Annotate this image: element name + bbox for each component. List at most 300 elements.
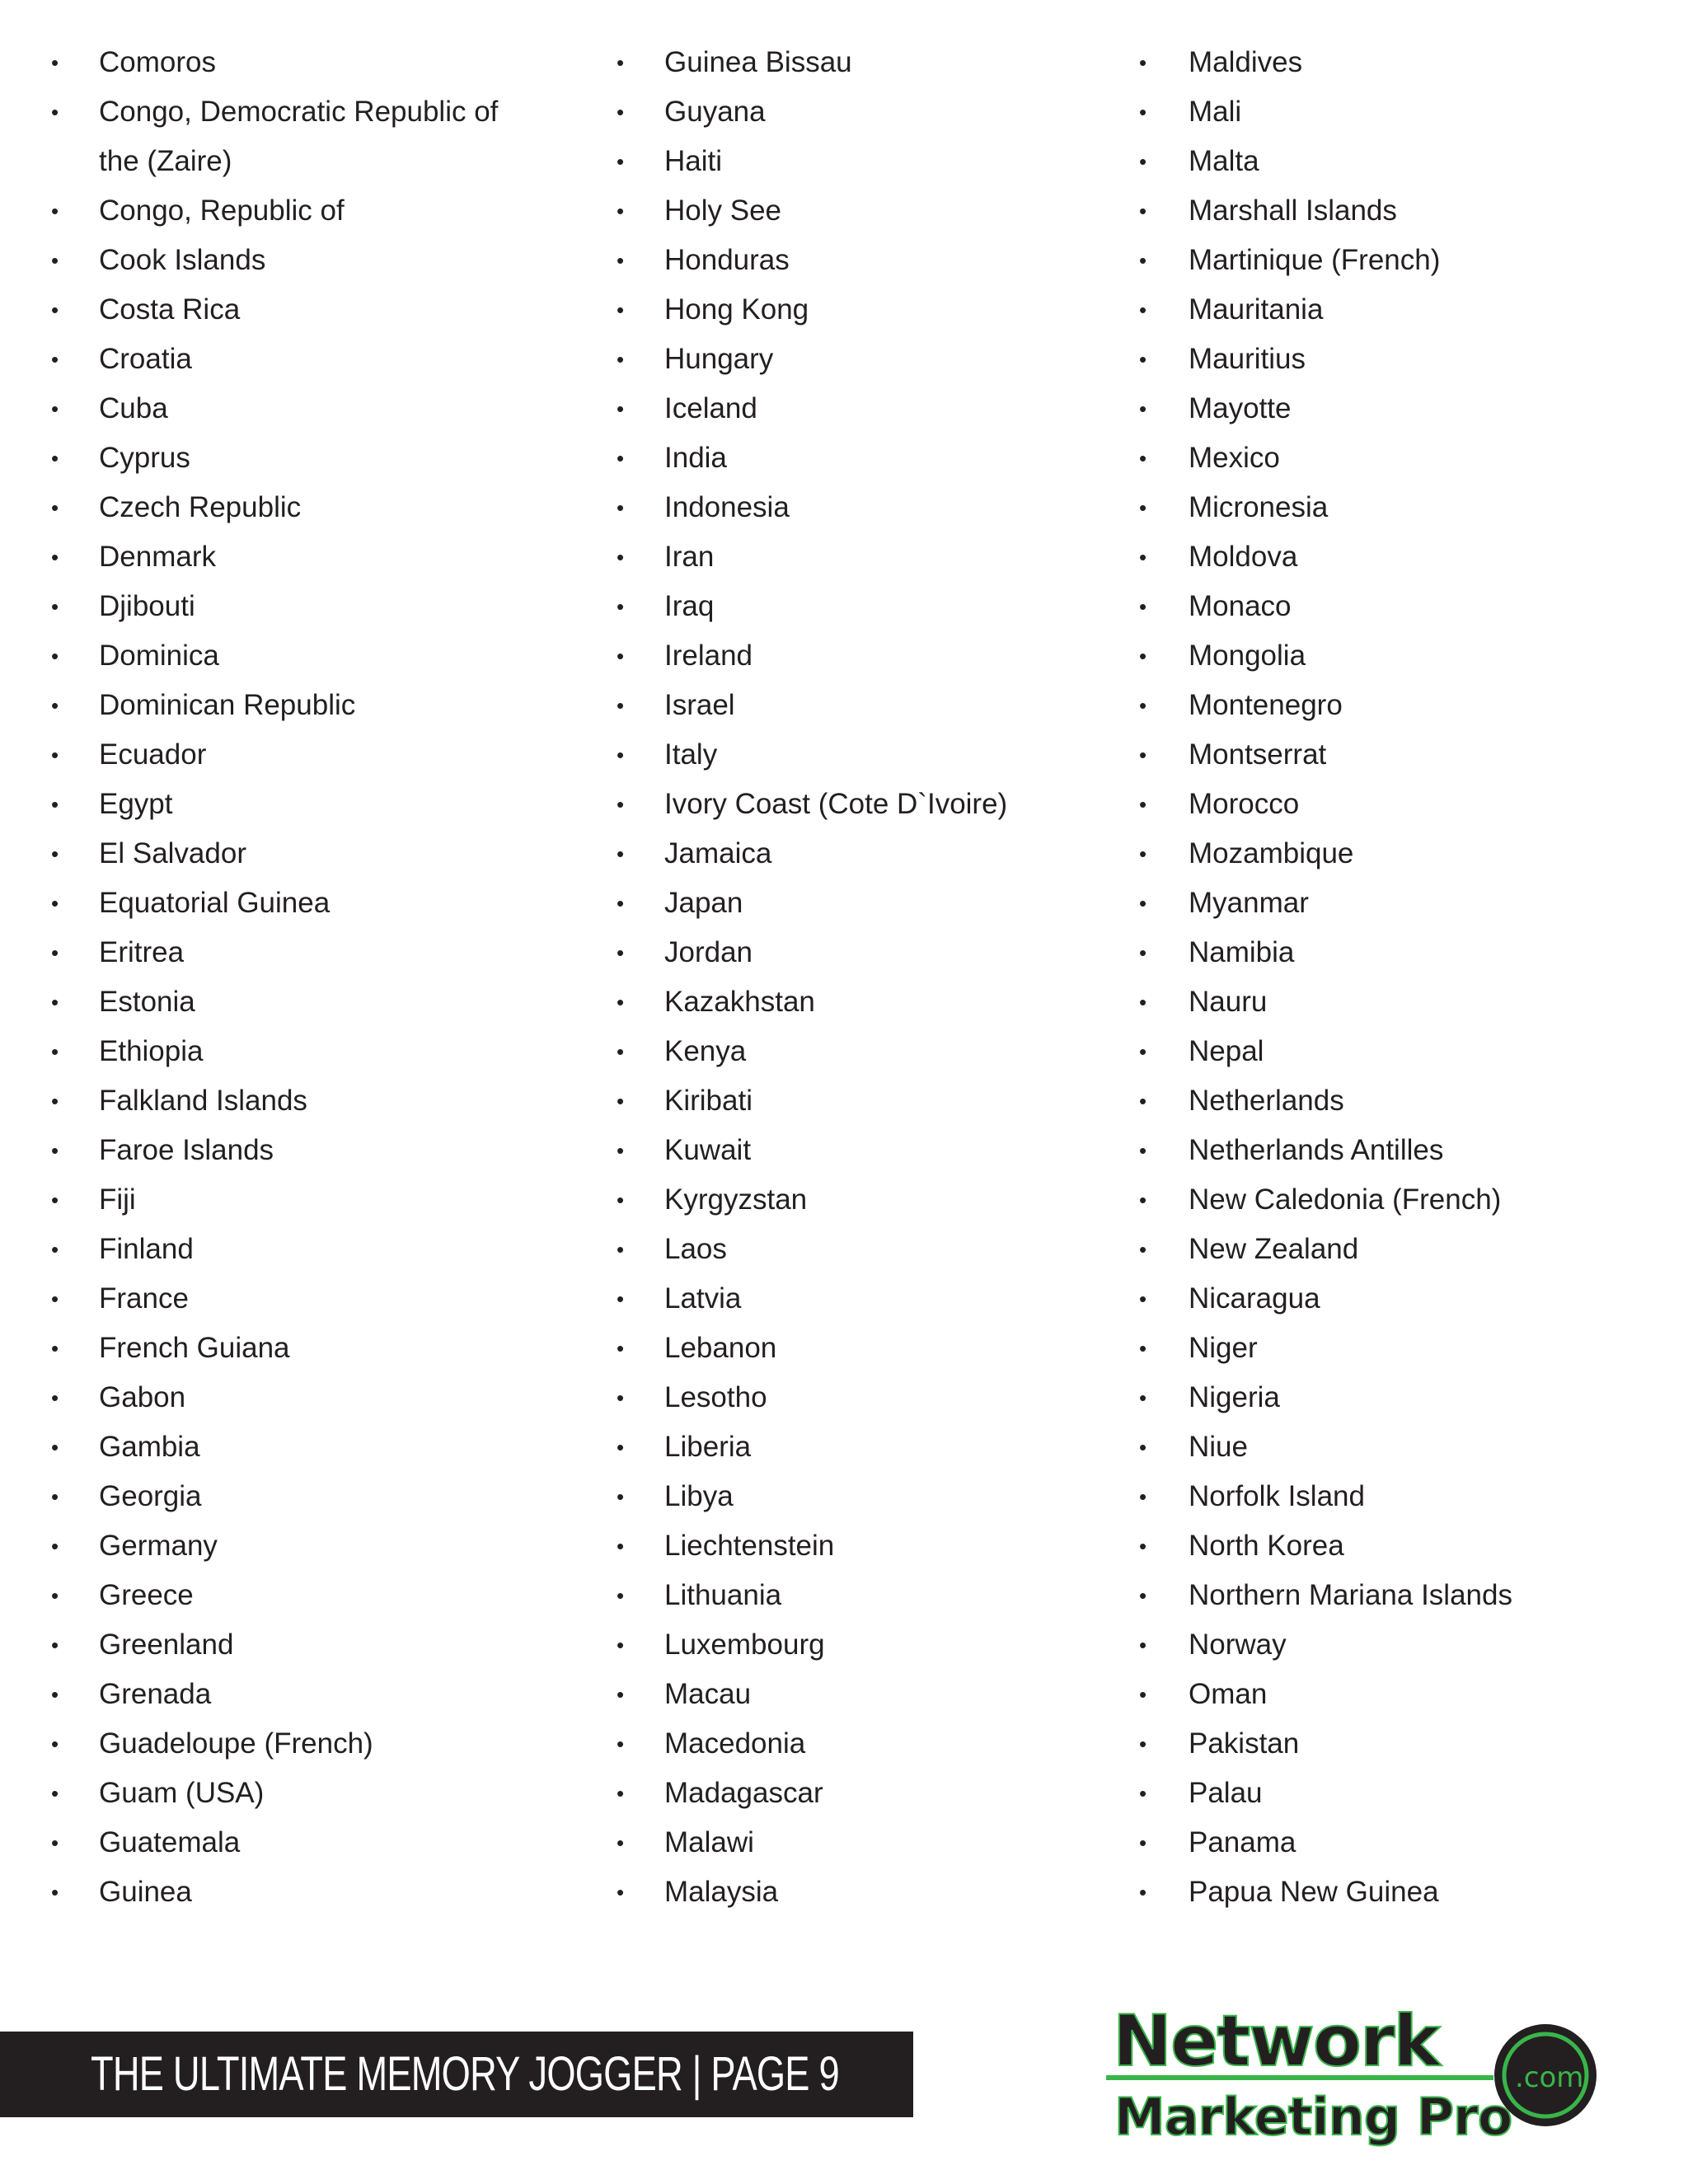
- country-name: Norfolk Island: [1189, 1480, 1365, 1512]
- country-name: Ivory Coast (Cote D`Ivoire): [664, 788, 1008, 820]
- list-item: [617, 1620, 1078, 1670]
- bullet-icon: •: [1139, 1089, 1147, 1113]
- country-name: Israel: [664, 689, 735, 721]
- bullet-icon: •: [51, 248, 59, 273]
- country-name: North Korea: [1189, 1530, 1344, 1562]
- bullet-icon: •: [51, 396, 59, 421]
- country-name: Honduras: [664, 244, 790, 276]
- country-name: Eritrea: [99, 936, 185, 968]
- country-name: Oman: [1189, 1678, 1268, 1710]
- country-name: Maldives: [1189, 46, 1303, 78]
- country-name: Nauru: [1189, 986, 1268, 1018]
- list-item: [1139, 1175, 1601, 1225]
- bullet-icon: •: [617, 1781, 625, 1806]
- bullet-icon: •: [617, 1188, 625, 1212]
- country-name: Cuba: [99, 392, 168, 424]
- country-name: Mongolia: [1189, 640, 1306, 672]
- list-item: [617, 1868, 1078, 1917]
- list-item: [1139, 434, 1601, 483]
- bullet-icon: •: [51, 841, 59, 866]
- country-name: Congo, Democratic Republic of the (Zaire): [99, 96, 499, 177]
- bullet-icon: •: [1139, 693, 1147, 718]
- bullet-icon: •: [51, 1385, 59, 1410]
- bullet-icon: •: [51, 100, 59, 124]
- bullet-icon: •: [51, 1781, 59, 1806]
- list-item: [617, 1719, 1078, 1769]
- bullet-icon: •: [617, 940, 625, 965]
- bullet-icon: •: [617, 644, 625, 668]
- country-name: Jordan: [664, 936, 753, 968]
- bullet-icon: •: [51, 446, 59, 471]
- bullet-icon: •: [1139, 1732, 1147, 1756]
- bullet-icon: •: [1139, 891, 1147, 916]
- logo-word-network: Network: [1113, 2000, 1439, 2083]
- country-name: Norway: [1189, 1629, 1287, 1661]
- country-name: Egypt: [99, 788, 173, 820]
- list-item: [1139, 186, 1601, 236]
- bullet-icon: •: [51, 594, 59, 619]
- bullet-icon: •: [617, 446, 625, 471]
- country-name: Niue: [1189, 1431, 1248, 1463]
- list-item: [51, 434, 546, 483]
- country-name: Iceland: [664, 392, 757, 424]
- country-name: Pakistan: [1189, 1727, 1300, 1760]
- list-item: [51, 1868, 546, 1917]
- country-name: Latvia: [664, 1282, 742, 1315]
- list-item: [617, 137, 1078, 186]
- country-name: Kenya: [664, 1035, 747, 1067]
- list-item: [51, 829, 546, 879]
- bullet-icon: •: [51, 1534, 59, 1558]
- list-item: [51, 681, 546, 730]
- bullet-icon: •: [617, 248, 625, 273]
- list-item: [51, 1769, 546, 1818]
- list-item: [1139, 483, 1601, 532]
- country-name: Macau: [664, 1678, 752, 1710]
- bullet-icon: •: [51, 693, 59, 718]
- bullet-icon: •: [1139, 990, 1147, 1015]
- country-list-column-3: [1139, 38, 1601, 1917]
- bullet-icon: •: [1139, 1336, 1147, 1361]
- list-item: [617, 483, 1078, 532]
- country-name: Libya: [664, 1480, 734, 1512]
- list-item: [51, 1670, 546, 1719]
- country-name: Estonia: [99, 986, 195, 1018]
- list-item: [617, 1027, 1078, 1076]
- country-name: Iraq: [664, 590, 715, 622]
- bullet-icon: •: [617, 1880, 625, 1905]
- list-item: [1139, 137, 1601, 186]
- country-name: Nepal: [1189, 1035, 1264, 1067]
- country-name: Montserrat: [1189, 738, 1327, 771]
- bullet-icon: •: [1139, 1830, 1147, 1855]
- bullet-icon: •: [51, 1237, 59, 1262]
- list-item: [51, 532, 546, 582]
- bullet-icon: •: [617, 841, 625, 866]
- bullet-icon: •: [51, 1830, 59, 1855]
- country-name: Croatia: [99, 343, 192, 375]
- list-item: [617, 1670, 1078, 1719]
- bullet-icon: •: [1139, 1138, 1147, 1163]
- country-name: Cyprus: [99, 442, 190, 474]
- bullet-icon: •: [51, 298, 59, 322]
- country-name: Kiribati: [664, 1085, 753, 1117]
- bullet-icon: •: [617, 1682, 625, 1707]
- list-item: [617, 434, 1078, 483]
- list-item: [1139, 1422, 1601, 1472]
- bullet-icon: •: [51, 940, 59, 965]
- list-item: [51, 236, 546, 285]
- logo-word-marketing-pro: Marketing Pro: [1114, 2087, 1512, 2147]
- country-name: Martinique (French): [1189, 244, 1441, 276]
- bullet-icon: •: [617, 1089, 625, 1113]
- list-item: [51, 1324, 546, 1373]
- country-name: Mayotte: [1189, 392, 1292, 424]
- country-name: Czech Republic: [99, 491, 302, 523]
- bullet-icon: •: [617, 891, 625, 916]
- bullet-icon: •: [617, 396, 625, 421]
- country-name: New Zealand: [1189, 1233, 1359, 1265]
- country-name: Moldova: [1189, 541, 1298, 573]
- country-name: Jamaica: [664, 837, 772, 869]
- bullet-icon: •: [51, 1039, 59, 1064]
- bullet-icon: •: [617, 1633, 625, 1657]
- bullet-icon: •: [617, 149, 625, 174]
- bullet-icon: •: [51, 1286, 59, 1311]
- country-name: Denmark: [99, 541, 216, 573]
- list-item: [51, 780, 546, 829]
- list-item: [51, 335, 546, 384]
- list-item: [1139, 631, 1601, 681]
- country-name: Netherlands: [1189, 1085, 1344, 1117]
- country-name: Gabon: [99, 1381, 186, 1413]
- list-item: [51, 1225, 546, 1274]
- bullet-icon: •: [617, 1435, 625, 1460]
- list-item: [617, 38, 1078, 87]
- list-item: [51, 1373, 546, 1422]
- list-item: [1139, 1472, 1601, 1521]
- bullet-icon: •: [51, 545, 59, 569]
- country-name: Dominican Republic: [99, 689, 356, 721]
- list-item: [617, 1324, 1078, 1373]
- bullet-icon: •: [1139, 1583, 1147, 1608]
- list-item: [1139, 1670, 1601, 1719]
- bullet-icon: •: [1139, 1286, 1147, 1311]
- list-item: [51, 582, 546, 631]
- list-item: [1139, 977, 1601, 1027]
- bullet-icon: •: [1139, 1435, 1147, 1460]
- country-name: Italy: [664, 738, 718, 771]
- list-item: [617, 631, 1078, 681]
- list-item: [617, 730, 1078, 780]
- list-item: [51, 1521, 546, 1571]
- list-item: [1139, 1225, 1601, 1274]
- bullet-icon: •: [1139, 149, 1147, 174]
- country-name: Finland: [99, 1233, 194, 1265]
- list-item: [1139, 1027, 1601, 1076]
- country-name: Haiti: [664, 145, 723, 177]
- country-name: Montenegro: [1189, 689, 1343, 721]
- bullet-icon: •: [617, 347, 625, 372]
- bullet-icon: •: [617, 1286, 625, 1311]
- country-name: Papua New Guinea: [1189, 1876, 1439, 1908]
- list-item: [617, 236, 1078, 285]
- list-item: [617, 1422, 1078, 1472]
- country-name: Morocco: [1189, 788, 1300, 820]
- list-item: [617, 1274, 1078, 1324]
- country-name: Guatemala: [99, 1826, 241, 1858]
- country-name: Congo, Republic of: [99, 194, 345, 227]
- country-name: El Salvador: [99, 837, 246, 869]
- list-item: [51, 38, 546, 87]
- list-item: [51, 1620, 546, 1670]
- bullet-icon: •: [617, 1237, 625, 1262]
- list-item: [1139, 1076, 1601, 1126]
- list-item: [1139, 236, 1601, 285]
- bullet-icon: •: [617, 1484, 625, 1509]
- country-name: Fiji: [99, 1183, 136, 1216]
- list-item: [51, 1818, 546, 1868]
- country-name: Liberia: [664, 1431, 752, 1463]
- bullet-icon: •: [1139, 347, 1147, 372]
- bullet-icon: •: [1139, 743, 1147, 767]
- bullet-icon: •: [51, 1583, 59, 1608]
- list-item: [1139, 1373, 1601, 1422]
- list-item: [1139, 87, 1601, 137]
- list-item: [617, 1175, 1078, 1225]
- network-marketing-pro-logo: [1104, 1994, 1648, 2159]
- bullet-icon: •: [1139, 100, 1147, 124]
- list-item: [51, 1076, 546, 1126]
- bullet-icon: •: [51, 743, 59, 767]
- list-item: [1139, 532, 1601, 582]
- country-name: Lebanon: [664, 1332, 777, 1364]
- country-name: Holy See: [664, 194, 782, 227]
- bullet-icon: •: [1139, 1682, 1147, 1707]
- bullet-icon: •: [1139, 1237, 1147, 1262]
- list-item: [617, 285, 1078, 335]
- list-item: [1139, 780, 1601, 829]
- bullet-icon: •: [1139, 1484, 1147, 1509]
- country-name: Kyrgyzstan: [664, 1183, 808, 1216]
- bullet-icon: •: [617, 990, 625, 1015]
- bullet-icon: •: [1139, 298, 1147, 322]
- list-item: [1139, 1769, 1601, 1818]
- list-item: [1139, 879, 1601, 928]
- country-name: Palau: [1189, 1777, 1263, 1809]
- country-name: Ethiopia: [99, 1035, 204, 1067]
- bullet-icon: •: [617, 199, 625, 223]
- list-item: [51, 879, 546, 928]
- list-item: [51, 1571, 546, 1620]
- country-name: Nicaragua: [1189, 1282, 1320, 1315]
- bullet-icon: •: [51, 1880, 59, 1905]
- country-name: Hong Kong: [664, 293, 809, 326]
- bullet-icon: •: [1139, 1880, 1147, 1905]
- country-name: Japan: [664, 887, 743, 919]
- bullet-icon: •: [51, 1732, 59, 1756]
- list-item: [617, 1126, 1078, 1175]
- country-name: Mali: [1189, 96, 1242, 128]
- bullet-icon: •: [1139, 1039, 1147, 1064]
- list-item: [1139, 1719, 1601, 1769]
- bullet-icon: •: [51, 990, 59, 1015]
- bullet-icon: •: [1139, 495, 1147, 520]
- list-item: [617, 335, 1078, 384]
- country-name: Northern Mariana Islands: [1189, 1579, 1512, 1611]
- list-item: [617, 928, 1078, 977]
- country-name: New Caledonia (French): [1189, 1183, 1502, 1216]
- bullet-icon: •: [1139, 841, 1147, 866]
- country-name: Lesotho: [664, 1381, 767, 1413]
- bullet-icon: •: [617, 1583, 625, 1608]
- country-name: Falkland Islands: [99, 1085, 307, 1117]
- country-name: Marshall Islands: [1189, 194, 1397, 227]
- country-name: Grenada: [99, 1678, 212, 1710]
- country-name: Myanmar: [1189, 887, 1309, 919]
- country-name: Monaco: [1189, 590, 1292, 622]
- bullet-icon: •: [617, 1830, 625, 1855]
- country-name: Guyana: [664, 96, 766, 128]
- bullet-icon: •: [1139, 594, 1147, 619]
- bullet-icon: •: [51, 1633, 59, 1657]
- bullet-icon: •: [1139, 1188, 1147, 1212]
- bullet-icon: •: [617, 50, 625, 75]
- country-name: French Guiana: [99, 1332, 290, 1364]
- list-item: [51, 1126, 546, 1175]
- list-item: [617, 582, 1078, 631]
- list-item: [1139, 38, 1601, 87]
- country-name: Guadeloupe (French): [99, 1727, 373, 1760]
- country-name: Micronesia: [1189, 491, 1329, 523]
- country-name: Nigeria: [1189, 1381, 1280, 1413]
- country-name: Costa Rica: [99, 293, 241, 326]
- bullet-icon: •: [51, 1188, 59, 1212]
- country-name: Guinea Bissau: [664, 46, 852, 78]
- country-name: Luxembourg: [664, 1629, 825, 1661]
- list-item: [51, 977, 546, 1027]
- bullet-icon: •: [617, 1385, 625, 1410]
- country-name: Namibia: [1189, 936, 1295, 968]
- bullet-icon: •: [617, 693, 625, 718]
- bullet-icon: •: [1139, 248, 1147, 273]
- country-list-column-1: [51, 38, 546, 1917]
- list-item: [51, 1175, 546, 1225]
- bullet-icon: •: [1139, 50, 1147, 75]
- list-item: [617, 879, 1078, 928]
- bullet-icon: •: [51, 199, 59, 223]
- country-name: Mexico: [1189, 442, 1280, 474]
- bullet-icon: •: [1139, 1633, 1147, 1657]
- bullet-icon: •: [51, 1138, 59, 1163]
- country-name: Guam (USA): [99, 1777, 265, 1809]
- list-item: [617, 1472, 1078, 1521]
- bullet-icon: •: [617, 545, 625, 569]
- list-item: [617, 1818, 1078, 1868]
- country-name: Mauritius: [1189, 343, 1306, 375]
- country-name: Mozambique: [1189, 837, 1354, 869]
- country-name: Indonesia: [664, 491, 790, 523]
- country-name: Georgia: [99, 1480, 202, 1512]
- list-item: [1139, 1324, 1601, 1373]
- country-name: India: [664, 442, 727, 474]
- country-name: France: [99, 1282, 189, 1315]
- bullet-icon: •: [51, 1484, 59, 1509]
- list-item: [617, 977, 1078, 1027]
- bullet-icon: •: [1139, 446, 1147, 471]
- list-item: [1139, 1818, 1601, 1868]
- list-item: [51, 1422, 546, 1472]
- country-name: Hungary: [664, 343, 774, 375]
- bullet-icon: •: [1139, 199, 1147, 223]
- list-item: [1139, 1126, 1601, 1175]
- country-name: Guinea: [99, 1876, 192, 1908]
- bullet-icon: •: [1139, 792, 1147, 817]
- bullet-icon: •: [51, 792, 59, 817]
- bullet-icon: •: [51, 1336, 59, 1361]
- country-name: Mauritania: [1189, 293, 1324, 326]
- bullet-icon: •: [617, 495, 625, 520]
- country-name: Panama: [1189, 1826, 1296, 1858]
- list-item: [617, 532, 1078, 582]
- list-item: [617, 1521, 1078, 1571]
- bullet-icon: •: [1139, 644, 1147, 668]
- list-item: [617, 1373, 1078, 1422]
- list-item: [51, 1472, 546, 1521]
- country-name: Faroe Islands: [99, 1134, 274, 1166]
- country-name: Kuwait: [664, 1134, 752, 1166]
- bullet-icon: •: [51, 50, 59, 75]
- list-item: [51, 1027, 546, 1076]
- list-item: [617, 1076, 1078, 1126]
- list-item: [617, 1225, 1078, 1274]
- country-name: Dominica: [99, 640, 219, 672]
- country-name: Cook Islands: [99, 244, 266, 276]
- list-item: [51, 928, 546, 977]
- bullet-icon: •: [617, 1138, 625, 1163]
- bullet-icon: •: [1139, 1781, 1147, 1806]
- list-item: [1139, 582, 1601, 631]
- list-item: [617, 87, 1078, 137]
- bullet-icon: •: [617, 792, 625, 817]
- bullet-icon: •: [1139, 1385, 1147, 1410]
- country-name: Iran: [664, 541, 715, 573]
- bullet-icon: •: [51, 347, 59, 372]
- list-item: [617, 1571, 1078, 1620]
- bullet-icon: •: [617, 1039, 625, 1064]
- bullet-icon: •: [51, 495, 59, 520]
- list-item: [617, 1769, 1078, 1818]
- country-name: Gambia: [99, 1431, 200, 1463]
- list-item: [51, 483, 546, 532]
- country-name: Djibouti: [99, 590, 195, 622]
- bullet-icon: •: [1139, 396, 1147, 421]
- list-item: [617, 681, 1078, 730]
- bullet-icon: •: [1139, 1534, 1147, 1558]
- list-item: [617, 384, 1078, 434]
- country-name: Germany: [99, 1530, 218, 1562]
- bullet-icon: •: [617, 1732, 625, 1756]
- country-name: Laos: [664, 1233, 727, 1265]
- country-name: Malta: [1189, 145, 1259, 177]
- list-item: [51, 384, 546, 434]
- bullet-icon: •: [617, 743, 625, 767]
- list-item: [1139, 1620, 1601, 1670]
- list-item: [51, 1274, 546, 1324]
- bullet-icon: •: [51, 1435, 59, 1460]
- country-name: Greece: [99, 1579, 194, 1611]
- list-item: [1139, 681, 1601, 730]
